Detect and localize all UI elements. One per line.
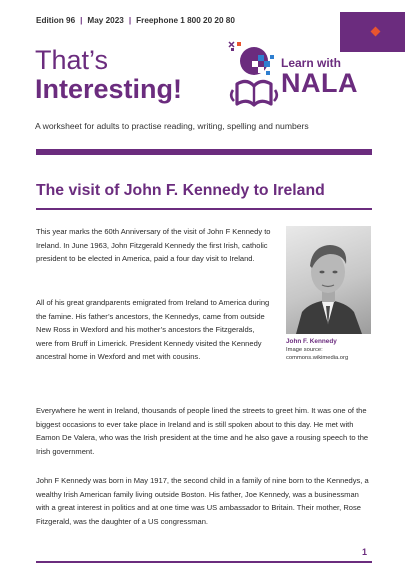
edition-separator: | — [80, 16, 83, 25]
article-paragraph-4: John F Kennedy was born in May 1917, the second child in a family of nine born to the Kennedys, a wealthy Irish American family living outside Boston. His father, Joe Kennedy, was a businessman with a great interest in politics and at one time was US ambassador to Britain. Their mother, Rose Fitzgerald, was the daughter of a US congressman. — [36, 476, 369, 526]
edition-number: Edition 96 — [36, 16, 76, 25]
logo-line-2: NALA — [281, 68, 358, 98]
caption-source-label: Image source: — [286, 347, 323, 353]
photo-caption-name: John F. Kennedy — [286, 338, 337, 345]
logo-line-1: Learn with — [281, 56, 342, 70]
edition-line — [36, 16, 235, 25]
worksheet-subtitle: A worksheet for adults to practise reading, writing, spelling and numbers — [35, 121, 309, 131]
article-paragraph-1: This year marks the 60th Anniversary of the visit of John F Kennedy to Ireland. In June 1963, John Fitzgerald Kennedy the first Irish, catholic president to be elected in America, paid a four day visit to Ireland. — [36, 227, 271, 263]
footer-divider — [36, 561, 372, 563]
freephone-number: Freephone 1 800 20 20 80 — [136, 16, 235, 25]
title-underline — [36, 208, 372, 210]
page-title — [35, 46, 182, 104]
title-line-2: Interesting! — [35, 74, 183, 105]
article-title: The visit of John F. Kennedy to Ireland — [36, 182, 325, 199]
edition-date: May 2023 — [87, 16, 124, 25]
kennedy-photo — [286, 226, 371, 334]
portrait-icon — [286, 226, 371, 334]
photo-caption-source — [286, 347, 376, 362]
title-line-1: That’s — [35, 45, 109, 75]
nala-logo-text — [281, 57, 358, 97]
header-divider — [36, 149, 372, 155]
article-paragraph-3: Everywhere he went in Ireland, thousands of people lined the streets to greet him. It was one of the biggest occasions to ever take place in Ireland and is still spoken about to this day. He met with Eamon De Valera, who was the Irish president at the time and he also gave a rousing speech to the Irish government. — [36, 406, 369, 456]
nala-logo-icon — [225, 38, 281, 110]
caption-source-url: commons.wikimedia.org — [286, 354, 349, 361]
page-number: 1 — [362, 547, 368, 557]
phone-separator: | — [128, 16, 132, 25]
article-paragraph-2: All of his great grandparents emigrated from Ireland to America during the famine. His father’s ancestors, the Kennedys, came from outside New Ross in Wexford and his mother’s ancestors the Fitzgeralds, were from Bruff in Limerick. President Kennedy visited the Kennedy ancestral home in Wexford and met with cousins. — [36, 298, 270, 361]
